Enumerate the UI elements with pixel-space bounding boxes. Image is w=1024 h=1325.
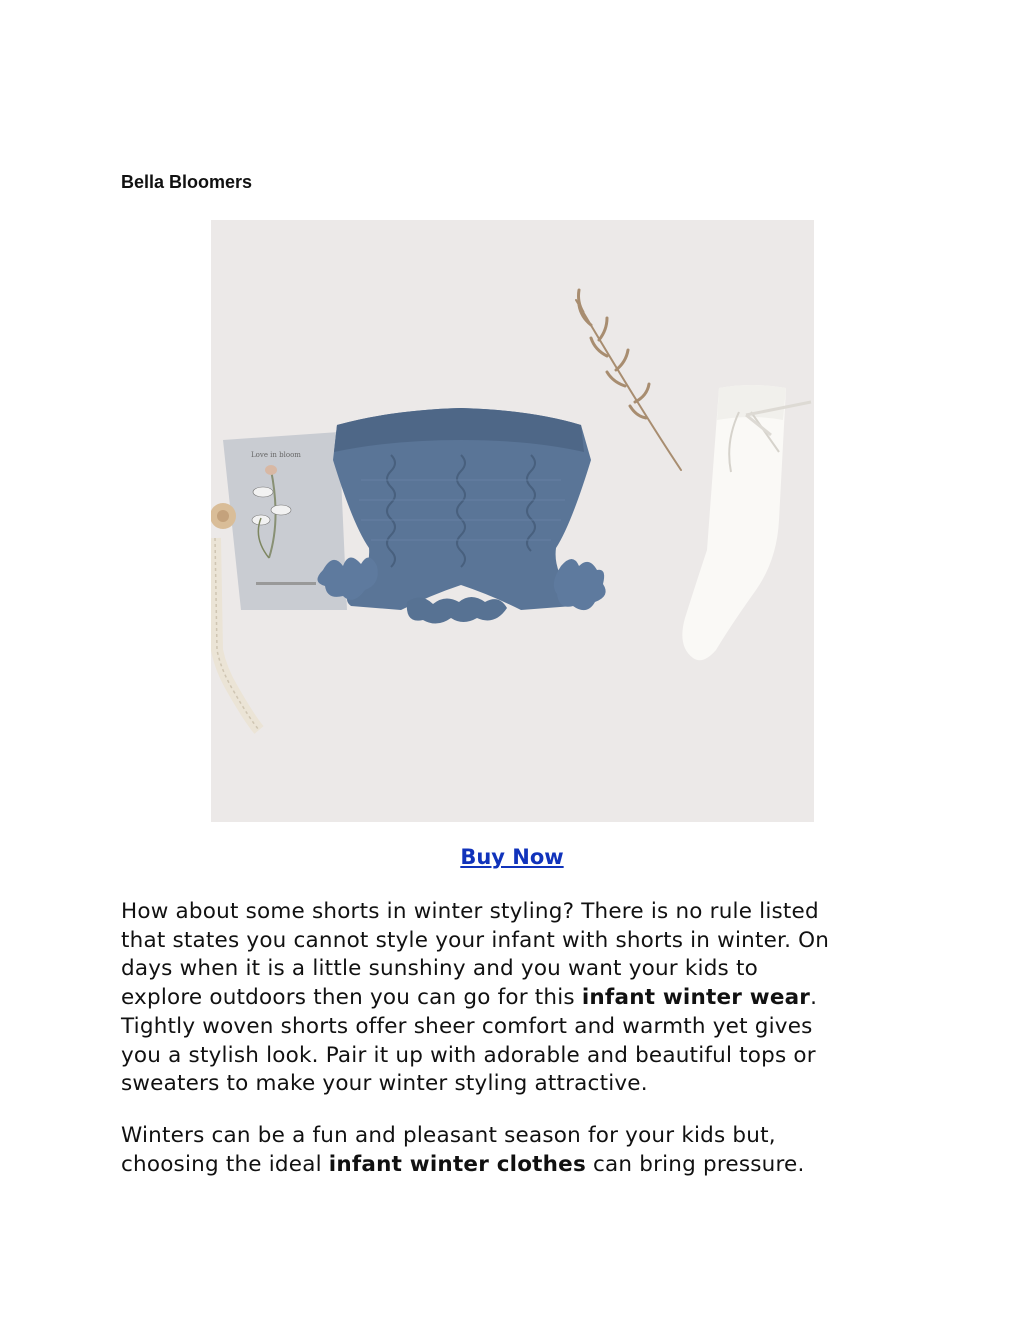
keyword-infant-winter-wear: infant winter wear xyxy=(581,985,811,1011)
buy-now-link[interactable]: Buy Now xyxy=(460,845,564,869)
svg-text:Love in bloom: Love in bloom xyxy=(251,451,301,459)
text-line: you a stylish look. Pair it up with adorable and beautiful tops or xyxy=(121,1042,816,1068)
text-line: sweaters to make your winter styling attractive. xyxy=(121,1071,648,1097)
paragraph-winter-clothes xyxy=(121,1122,921,1179)
text-line: that states you cannot style your infant with shorts in winter. On xyxy=(121,927,830,953)
text-run: . xyxy=(810,985,818,1011)
text-run: can bring pressure. xyxy=(585,1151,805,1177)
keyword-infant-winter-clothes: infant winter clothes xyxy=(328,1151,586,1177)
text-line: How about some shorts in winter styling? There is no rule listed xyxy=(121,899,819,924)
product-photo xyxy=(211,220,814,822)
text-run: explore outdoors then you can go for this xyxy=(121,985,582,1011)
product-title: Bella Bloomers xyxy=(121,172,253,192)
text-line xyxy=(121,1151,921,1180)
text-line: Winters can be a fun and pleasant season for your kids but, xyxy=(121,1123,776,1148)
text-line: Tightly woven shorts offer sheer comfort and warmth yet gives xyxy=(121,1013,813,1039)
text-line xyxy=(121,984,921,1013)
text-run: choosing the ideal xyxy=(121,1151,329,1177)
paragraph-shorts-styling xyxy=(121,898,921,1099)
text-line: days when it is a little sunshiny and you want your kids to xyxy=(121,956,758,982)
